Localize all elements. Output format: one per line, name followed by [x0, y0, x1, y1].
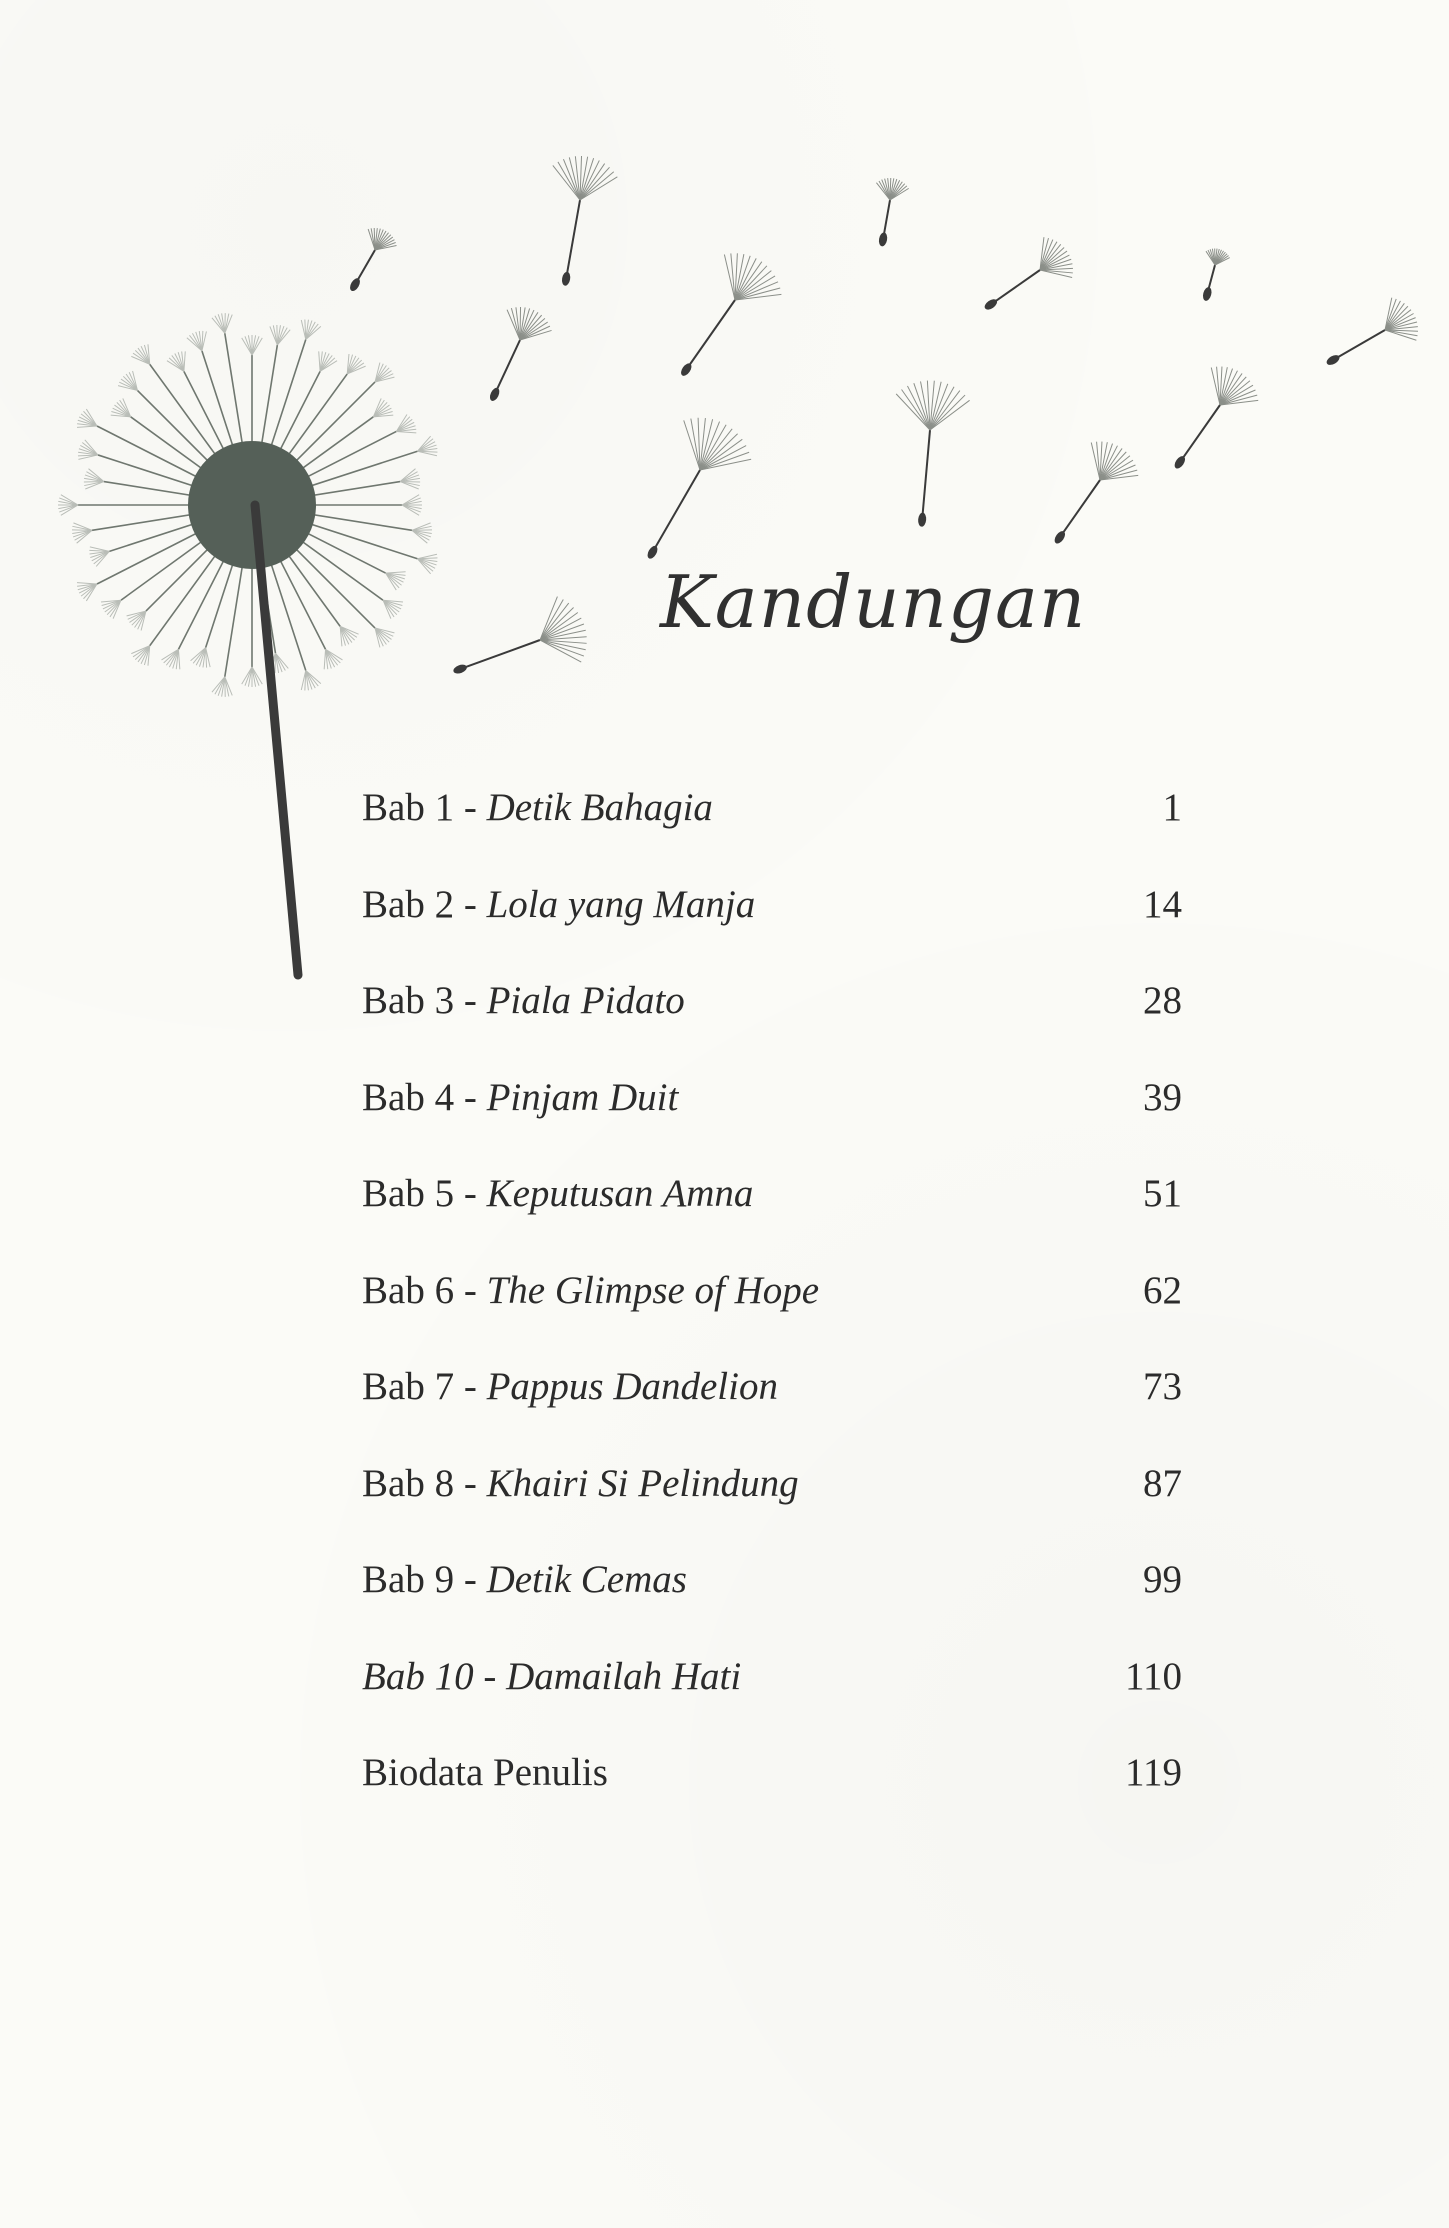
- dandelion-head-icon: [58, 313, 437, 697]
- page-title: Kandungan: [660, 560, 1087, 644]
- toc-page-number: 62: [1143, 1268, 1182, 1312]
- toc-label: Bab 4 - Pinjam Duit: [362, 1075, 679, 1119]
- seed-icon: [876, 178, 908, 247]
- toc-label: Bab 2 - Lola yang Manja: [362, 882, 756, 926]
- toc-label: Bab 8 - Khairi Si Pelindung: [362, 1461, 799, 1505]
- toc-entry-10: [362, 1649, 1182, 1746]
- toc-page-number: 119: [1124, 1751, 1182, 1794]
- toc-page-number: 14: [1143, 882, 1182, 926]
- toc-entry-2: [362, 877, 1182, 974]
- toc-entry-3: [362, 973, 1182, 1070]
- toc-entry-7: [362, 1359, 1182, 1456]
- toc-page-number: 73: [1143, 1365, 1182, 1408]
- seed-icon: [1053, 442, 1139, 546]
- seed-icon: [983, 237, 1073, 311]
- toc-page-number: 39: [1143, 1075, 1182, 1119]
- toc-page-number: 28: [1143, 979, 1182, 1022]
- seed-icon: [679, 253, 781, 377]
- seed-icon: [646, 418, 752, 561]
- toc-entry-5: [362, 1166, 1182, 1263]
- seed-icon: [488, 307, 552, 402]
- toc-label: Bab 10 - Damailah Hati: [362, 1654, 742, 1698]
- toc-label: Bab 7 - Pappus Dandelion: [362, 1365, 778, 1408]
- toc-entry-8: [362, 1456, 1182, 1553]
- toc-page-number: 110: [1124, 1654, 1182, 1698]
- toc-label: Bab 3 - Piala Pidato: [362, 979, 685, 1022]
- toc-label: Bab 6 - The Glimpse of Hope: [362, 1268, 820, 1312]
- seed-icon: [348, 228, 396, 293]
- toc-page-number: 51: [1143, 1172, 1182, 1215]
- table-of-contents: [362, 780, 1182, 1842]
- toc-page-number: 1: [1162, 786, 1182, 829]
- toc-entry-4: [362, 1070, 1182, 1167]
- toc-entry-biodata: [362, 1745, 1182, 1842]
- seed-icon: [1325, 298, 1418, 367]
- toc-entry-1: [362, 780, 1182, 877]
- toc-label: Bab 5 - Keputusan Amna: [362, 1172, 754, 1215]
- seed-icon: [452, 597, 586, 676]
- toc-label: Bab 1 - Detik Bahagia: [362, 786, 713, 829]
- toc-page-number: 99: [1143, 1558, 1182, 1601]
- toc-entry-6: [362, 1263, 1182, 1360]
- seed-icon: [1173, 367, 1259, 471]
- dandelion-stem: [255, 505, 298, 975]
- toc-label: Biodata Penulis: [362, 1751, 608, 1794]
- seed-icon: [553, 156, 618, 286]
- toc-entry-9: [362, 1552, 1182, 1649]
- seed-icon: [896, 381, 969, 527]
- seed-icon: [1202, 249, 1230, 302]
- toc-page-number: 87: [1143, 1461, 1182, 1505]
- toc-label: Bab 9 - Detik Cemas: [362, 1558, 687, 1601]
